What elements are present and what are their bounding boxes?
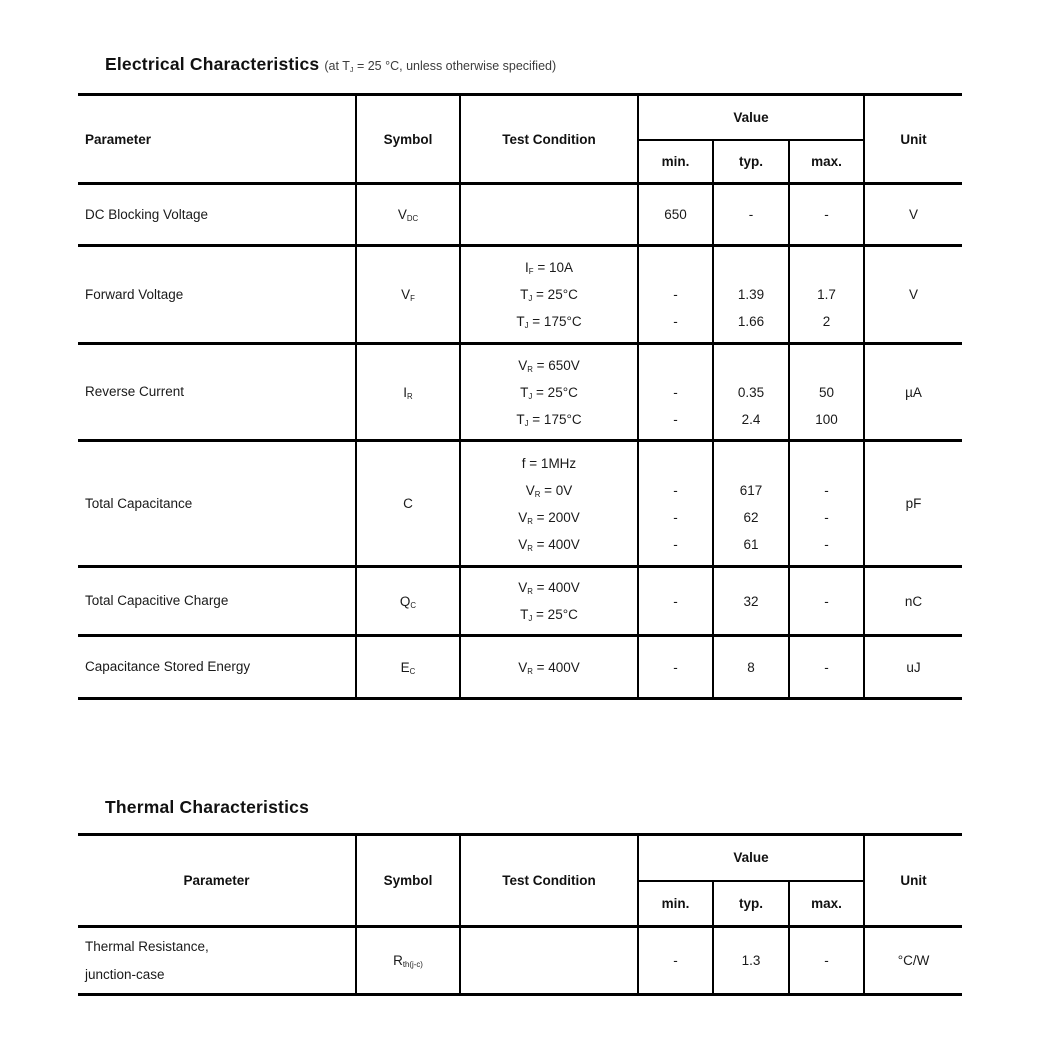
- header-min: min.: [638, 881, 713, 927]
- typ-cell: [713, 344, 789, 441]
- parameter-cell: [78, 246, 356, 344]
- condition-line-stack: [461, 352, 637, 433]
- thermal-table-wrapper: [78, 833, 962, 996]
- min-value: [639, 450, 712, 477]
- typ-value: 2.4: [741, 411, 761, 427]
- max-value: 50: [818, 384, 835, 400]
- condition-line: $V_R = 400V$: [518, 536, 580, 553]
- header-max: max.: [789, 881, 864, 927]
- header-test-condition: Test Condition: [460, 95, 638, 184]
- unit-cell: V: [864, 184, 962, 246]
- condition-line-stack: [461, 574, 637, 628]
- typ-cell: [713, 927, 789, 995]
- table-body: [78, 927, 962, 995]
- table-row: [78, 441, 962, 567]
- condition-line: $T_J = 25^\circ C$: [520, 607, 578, 624]
- min-value: -: [673, 953, 678, 968]
- typ-cell: [713, 567, 789, 636]
- max-value-stack: [790, 352, 863, 433]
- table-body: [78, 184, 962, 699]
- unit-cell: uJ: [864, 636, 962, 699]
- typ-cell: [713, 184, 789, 246]
- unit-cell: V: [864, 246, 962, 344]
- max-value: -: [824, 482, 829, 498]
- min-cell: [638, 636, 713, 699]
- condition-line: $T_J = 175^\circ C$: [516, 314, 582, 331]
- unit-cell: pF: [864, 441, 962, 567]
- header-test-condition: Test Condition: [460, 835, 638, 927]
- parameter-cell: [78, 567, 356, 636]
- max-value: -: [824, 509, 829, 525]
- header-unit: Unit: [864, 835, 962, 927]
- typ-value: 32: [743, 593, 759, 609]
- max-value: [790, 352, 863, 379]
- test-condition-cell: [460, 927, 638, 995]
- typ-value-stack: [714, 352, 788, 433]
- max-value: [790, 254, 863, 281]
- unit-cell: °C/W: [864, 927, 962, 995]
- header-symbol: Symbol: [356, 95, 460, 184]
- max-value: 1.7: [817, 287, 836, 302]
- min-cell: [638, 184, 713, 246]
- max-value: [790, 450, 863, 477]
- typ-value: [714, 254, 788, 281]
- table-row: [78, 567, 962, 636]
- typ-value: 617: [739, 482, 763, 498]
- min-value-stack: [639, 254, 712, 335]
- condition-line: $V_R = 400V$: [518, 580, 580, 597]
- header-typ: typ.: [713, 140, 789, 184]
- typ-value: [714, 352, 788, 379]
- min-value: [639, 254, 712, 281]
- parameter-line: Reverse Current: [85, 384, 185, 399]
- parameter-cell: [78, 184, 356, 246]
- typ-value: 1.66: [737, 314, 765, 329]
- min-value: [639, 352, 712, 379]
- test-condition-cell: [460, 184, 638, 246]
- table-row: [78, 246, 962, 344]
- min-cell: [638, 344, 713, 441]
- symbol-cell: $V_F$: [356, 246, 460, 344]
- max-value: -: [824, 207, 829, 222]
- test-condition-cell: [460, 441, 638, 567]
- parameter-cell: [78, 441, 356, 567]
- typ-cell: [713, 441, 789, 567]
- table-header: [78, 95, 962, 184]
- electrical-table-wrapper: [78, 93, 962, 700]
- typ-value: [714, 450, 788, 477]
- test-condition-cell: [460, 567, 638, 636]
- max-cell: [789, 927, 864, 995]
- min-cell: [638, 567, 713, 636]
- header-value: Value: [638, 95, 864, 140]
- typ-value-stack: [714, 254, 788, 335]
- max-value: -: [824, 593, 829, 609]
- typ-cell: [713, 246, 789, 344]
- header-min: min.: [638, 140, 713, 184]
- max-value-stack: [790, 254, 863, 335]
- electrical-characteristics-table: [78, 93, 962, 700]
- condition-line: $V_R = 200V$: [518, 509, 580, 526]
- parameter-line: Total Capacitive Charge: [85, 593, 229, 608]
- parameter-cell: [78, 344, 356, 441]
- min-value: 650: [664, 207, 687, 222]
- header-parameter: Parameter: [85, 131, 152, 147]
- condition-line: $I_F = 10A$: [525, 260, 573, 277]
- symbol-cell: $I_R$: [356, 344, 460, 441]
- condition-line-stack: [461, 450, 637, 558]
- electrical-subtitle: (at $T_J = 25$ °C, unless otherwise specified): [324, 59, 557, 75]
- max-cell: [789, 636, 864, 699]
- parameter-line: junction-case: [85, 966, 165, 982]
- parameter-line: Thermal Resistance,: [85, 938, 209, 954]
- typ-cell: [713, 636, 789, 699]
- max-cell: [789, 441, 864, 567]
- condition-line-stack: [461, 254, 637, 335]
- symbol-cell: $V_{DC}$: [356, 184, 460, 246]
- header-row-1: [78, 95, 962, 140]
- thermal-title: Thermal Characteristics: [105, 797, 309, 817]
- min-value: -: [673, 536, 678, 552]
- symbol-cell: $Q_C$: [356, 567, 460, 636]
- header-symbol: Symbol: [356, 835, 460, 927]
- condition-line: $T_J = 175^\circ C$: [516, 411, 582, 428]
- condition-line: $T_J = 25^\circ C$: [520, 287, 578, 304]
- parameter-line: DC Blocking Voltage: [85, 206, 209, 222]
- table-header: [78, 835, 962, 927]
- max-cell: [789, 344, 864, 441]
- min-value: -: [673, 593, 678, 609]
- typ-value: 61: [743, 536, 759, 552]
- min-value: -: [673, 287, 678, 302]
- parameter-cell: [78, 636, 356, 699]
- min-value: -: [673, 314, 678, 329]
- max-value: 100: [815, 411, 838, 427]
- header-parameter: Parameter: [183, 873, 250, 888]
- symbol-cell: $R_{th(j-c)}$: [356, 927, 460, 995]
- thermal-characteristics-table: [78, 833, 962, 996]
- header-unit: Unit: [864, 95, 962, 184]
- min-value: -: [673, 509, 678, 525]
- header-typ: typ.: [713, 881, 789, 927]
- min-value-stack: [639, 352, 712, 433]
- typ-value: 1.3: [741, 953, 761, 968]
- min-cell: [638, 441, 713, 567]
- symbol-cell: C: [356, 441, 460, 567]
- typ-value: 0.35: [737, 384, 765, 400]
- max-value-stack: [790, 450, 863, 558]
- electrical-title: Electrical Characteristics: [105, 54, 320, 74]
- test-condition-cell: [460, 246, 638, 344]
- min-value: -: [673, 384, 678, 400]
- max-cell: [789, 184, 864, 246]
- max-cell: [789, 246, 864, 344]
- test-condition-cell: [460, 344, 638, 441]
- condition-line: $T_J = 25^\circ C$: [520, 384, 578, 401]
- parameter-cell: [78, 927, 356, 995]
- min-value: -: [673, 659, 678, 675]
- unit-cell: nC: [864, 567, 962, 636]
- test-condition-cell: [460, 636, 638, 699]
- max-cell: [789, 567, 864, 636]
- max-value: -: [824, 953, 829, 968]
- table-row: [78, 927, 962, 995]
- typ-value: 1.39: [737, 287, 765, 302]
- min-cell: [638, 927, 713, 995]
- symbol-cell: $E_C$: [356, 636, 460, 699]
- parameter-line: Total Capacitance: [85, 495, 193, 511]
- condition-line: $V_R = 0V$: [525, 482, 573, 499]
- max-value: -: [824, 659, 829, 675]
- electrical-section-title: [105, 54, 556, 75]
- parameter-line: Forward Voltage: [85, 286, 184, 302]
- header-value: Value: [638, 835, 864, 881]
- unit-cell: µA: [864, 344, 962, 441]
- condition-line: $V_R = 650V$: [518, 357, 580, 374]
- parameter-line: Capacitance Stored Energy: [85, 659, 251, 674]
- max-value: -: [824, 536, 829, 552]
- table-row: [78, 184, 962, 246]
- typ-value-stack: [714, 450, 788, 558]
- condition-line: $V_R = 400V$: [518, 659, 580, 676]
- typ-value: -: [748, 207, 754, 222]
- condition-line: f = 1MHz: [521, 455, 577, 471]
- header-max: max.: [789, 140, 864, 184]
- table-row: [78, 344, 962, 441]
- min-value: -: [673, 411, 678, 427]
- table-row: [78, 636, 962, 699]
- min-cell: [638, 246, 713, 344]
- header-row-1: [78, 835, 962, 881]
- min-value: -: [673, 482, 678, 498]
- min-value-stack: [639, 450, 712, 558]
- thermal-section-title: [105, 797, 309, 818]
- max-value: 2: [822, 314, 831, 329]
- typ-value: 62: [743, 509, 759, 525]
- typ-value: 8: [747, 659, 755, 675]
